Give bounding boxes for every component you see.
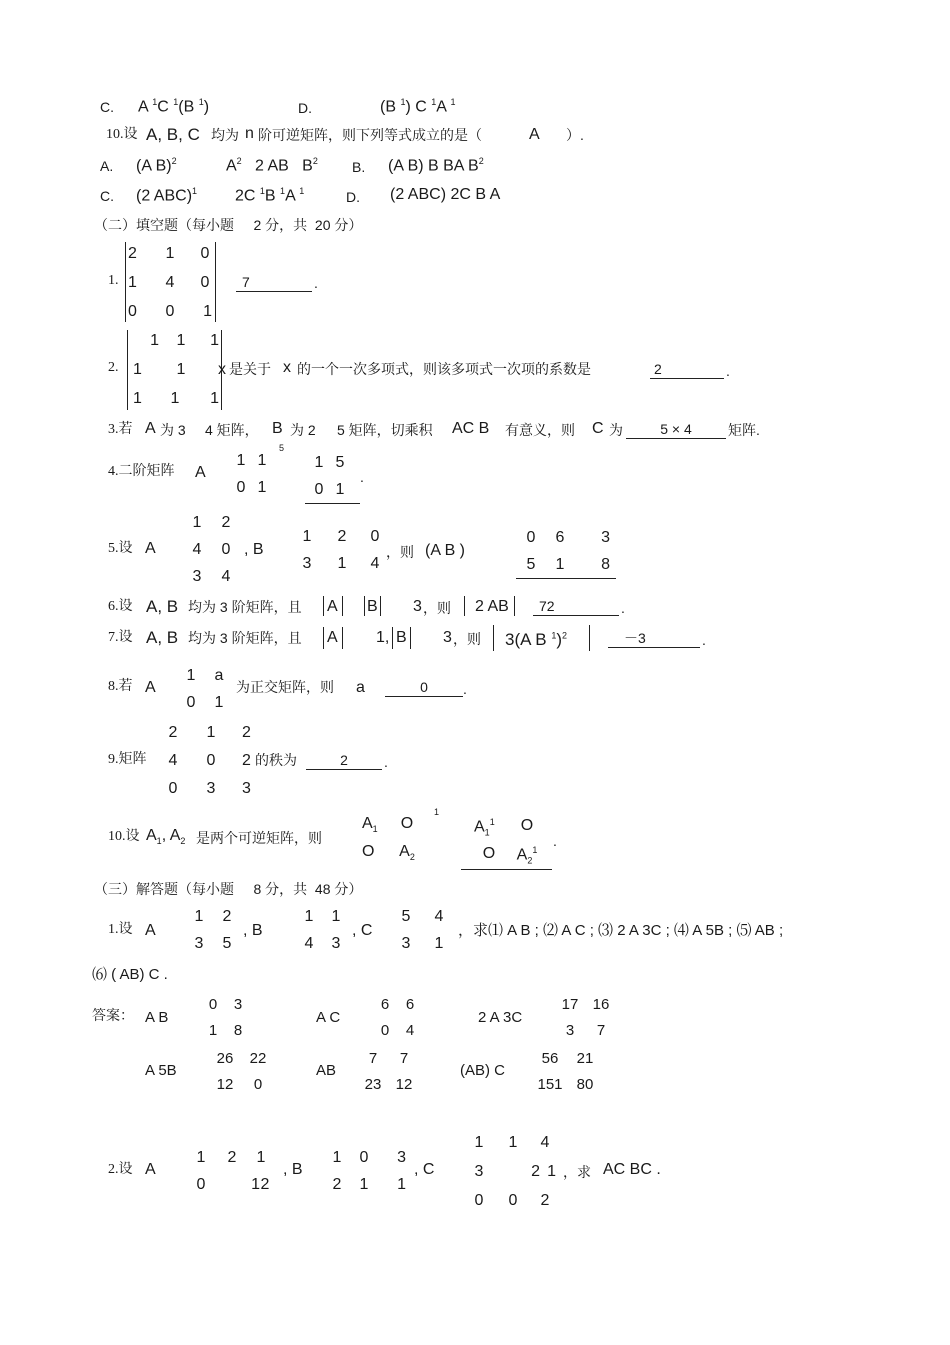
solve-2-matrix-a: 1 2 1 0 1 2 <box>196 1149 270 1193</box>
solve-2-a: A <box>145 1161 156 1178</box>
fill-6-text: 均为 3 阶矩阵，且 <box>188 599 302 615</box>
solve-2-matrix-b: 1 0 3 2 1 1 <box>332 1149 406 1193</box>
period: . <box>384 754 388 770</box>
q10-a-label: A. <box>100 158 114 174</box>
q10-a-expr: (A B)$^2$ <box>136 156 177 175</box>
fill-6-expr-b: B <box>367 598 378 615</box>
abs-bar <box>392 627 393 649</box>
q10-text2: 阶可逆矩阵，则下列等式成立的是（ <box>258 127 482 143</box>
period: . <box>726 363 730 379</box>
section3-title: （三）解答题（每小题 8 分，共 48 分） <box>94 881 363 897</box>
solve-2-matrix-c: 1 1 4 3 2 1 0 0 2 <box>474 1134 556 1209</box>
q10-c-label: C. <box>100 188 114 204</box>
fill-5-b: , B <box>244 541 264 558</box>
abs-bar <box>323 596 324 616</box>
fill-6-expr: A <box>327 598 338 615</box>
q10-answer: A <box>529 126 540 143</box>
solve-1-b: , B <box>243 922 263 939</box>
fill-7-b: B <box>396 629 407 646</box>
q10-prefix: 10.设 <box>106 127 138 142</box>
fill-3-b: B <box>272 420 283 437</box>
fill-1-answer: 7 <box>236 274 312 292</box>
q10-b-label: B. <box>352 159 366 175</box>
fill-7-answer: －3 <box>608 630 700 648</box>
fill-4-answer-matrix: 1 5 0 1 <box>314 454 345 498</box>
abs-bar <box>464 596 465 616</box>
fill-3-c: C <box>592 420 604 437</box>
solve-2-num: 2.设 <box>108 1162 133 1177</box>
solve-1-matrix-b: 1 1 4 3 <box>304 908 341 952</box>
fill-5-num: 5.设 <box>108 541 133 556</box>
q10-b-expr: (A B) B BA $B^2$ <box>388 156 484 175</box>
fill-6-answer: 72 <box>533 598 619 616</box>
solve-2-expr: AC BC . <box>603 1161 661 1178</box>
fill-8-num: 8.若 <box>108 679 133 694</box>
q10-d-label: D. <box>346 189 360 205</box>
solve-1-ans-1-matrix: 0 3 1 8 <box>208 996 243 1039</box>
option-d-label: D. <box>298 100 312 116</box>
fill-3-t1: 为 3 <box>160 422 186 438</box>
abs-bar <box>493 625 494 651</box>
fill-7-a: A <box>327 629 338 646</box>
fill-6-expr2: 2 AB <box>475 598 509 615</box>
fill-9-num: 9.矩阵 <box>108 752 147 767</box>
q10-d-expr: (2 ABC) 2C B A <box>390 186 501 203</box>
fill-5-a: A <box>145 540 156 557</box>
fill-2-var: x <box>283 359 291 376</box>
solve-1-num: 1.设 <box>108 922 133 937</box>
fill-3-t6: 为 <box>609 422 623 438</box>
fill-1-num: 1. <box>108 273 119 288</box>
fill-3-t2: 4 矩阵， <box>205 422 259 438</box>
abs-bar <box>364 596 365 616</box>
solve-1-answer-label: 答案： <box>92 1007 134 1023</box>
fill-8-matrix: 1 a 0 1 <box>186 667 224 711</box>
fill-2-answer: 2 <box>650 361 724 379</box>
fill-7-text2: ，则 <box>453 631 481 647</box>
fill-7-text: 均为 3 阶矩阵，且 <box>188 630 302 646</box>
solve-1-ans-2-label: A C <box>316 1009 341 1026</box>
fill-7-3: 3 <box>443 629 452 646</box>
q10-close: ）. <box>566 127 584 143</box>
fill-4-num: 4.二阶矩阵 <box>108 464 175 479</box>
solve-1-a: A <box>145 922 156 939</box>
fill-7-num: 7.设 <box>108 630 133 645</box>
q10-n: n <box>245 125 254 142</box>
fill-7-1: 1, <box>376 629 390 646</box>
solve-1-matrix-a: 1 2 3 5 <box>194 908 232 952</box>
option-d-expr: (B $^1$) C $^1$A $^1$ <box>380 97 456 116</box>
fill-5-text: ，则 <box>386 544 414 560</box>
option-c-expr: A $^1$C $^1$(B $^1$) <box>138 97 210 116</box>
fill-8-var: a <box>356 679 365 696</box>
fill-3-t3: 为 2 <box>290 422 316 438</box>
abs-bar <box>589 625 590 651</box>
solve-1-matrix-c: 5 4 3 1 <box>401 908 444 952</box>
solve-1-ask2: ⑹ ( AB) C . <box>92 966 168 983</box>
solve-2-ask: ，求 <box>563 1164 591 1180</box>
fill-10-answer-matrix: $A_1^1$ O O $A_2^1$ <box>474 817 538 866</box>
period: . <box>463 681 467 697</box>
solve-1-ans-4-matrix: 26 22 12 0 <box>216 1050 267 1093</box>
solve-1-ans-5-label: AB <box>316 1062 337 1079</box>
fill-5-answer-matrix: 0 6 3 5 1 8 <box>526 529 610 573</box>
answer-underline <box>516 578 616 579</box>
fill-8-text: 为正交矩阵，则 <box>236 679 334 695</box>
fill-3-answer: 5 × 4 <box>626 421 726 439</box>
fill-4-matrix: 1 1 0 1 <box>236 452 267 496</box>
answer-underline <box>305 503 360 504</box>
fill-3-t5: 有意义，则 <box>505 422 575 438</box>
option-c-label: C. <box>100 99 114 115</box>
solve-1-ans-3-label: 2 A 3C <box>478 1009 523 1026</box>
fill-2-matrix: 1 1 1 1 1 x 1 1 1 <box>133 332 226 407</box>
solve-2-c: , C <box>414 1161 435 1178</box>
det-left-bar <box>125 242 126 322</box>
abs-bar <box>514 596 515 616</box>
abs-bar <box>323 627 324 649</box>
solve-1-ask: ，求⑴ A B ; ⑵ A C ; ⑶ 2 A 3C ; ⑷ A 5B ; ⑸ AB ; <box>458 922 784 939</box>
q10-a-rhs: $A^2$ 2 AB $B^2$ <box>226 156 318 175</box>
fill-9-answer: 2 <box>306 752 382 770</box>
solve-2-b: , B <box>283 1161 303 1178</box>
fill-10-vars: $A_1$, $A_2$ <box>146 827 186 847</box>
answer-underline <box>461 869 552 870</box>
solve-1-ans-3-matrix: 17 16 3 7 <box>561 996 610 1039</box>
fill-8-a: A <box>145 679 156 696</box>
fill-2-num: 2. <box>108 360 119 375</box>
period: . <box>314 275 318 291</box>
fill-4-a: A <box>195 464 206 481</box>
period: . <box>360 469 364 485</box>
fill-9-matrix: 2 1 2 4 0 2 0 3 3 <box>168 724 251 797</box>
det-left-bar <box>127 330 128 410</box>
section2-title: （二）填空题（每小题 2 分，共 20 分） <box>94 217 363 233</box>
fill-7-expr2: 3(A B $^1$)$^2$ <box>505 630 568 649</box>
fill-3-a: A <box>145 420 156 437</box>
fill-8-answer: 0 <box>385 679 463 697</box>
fill-9-text: 的秩为 <box>255 752 297 768</box>
fill-5-expr: (A B ) <box>425 542 466 559</box>
solve-1-ans-6-label: (AB) C <box>460 1062 505 1079</box>
fill-10-sup: 1 <box>434 807 440 817</box>
solve-1-c: , C <box>352 922 373 939</box>
q10-vars: A, B, C <box>146 125 200 144</box>
fill-6-expr-3: 3 <box>413 598 422 615</box>
fill-6-num: 6.设 <box>108 599 133 614</box>
abs-bar <box>380 596 381 616</box>
q10-text: 均为 <box>211 127 239 143</box>
fill-3-expr: AC B <box>452 420 490 437</box>
fill-6-text2: ，则 <box>423 600 451 616</box>
solve-1-ans-2-matrix: 6 6 0 4 <box>380 996 415 1039</box>
fill-2-text2: 的一个一次多项式，则该多项式一次项的系数是 <box>297 361 591 377</box>
fill-4-sup: 5 <box>279 443 285 453</box>
fill-3-t4: 5 矩阵，切乘积 <box>337 422 433 438</box>
abs-bar <box>342 596 343 616</box>
period: . <box>702 632 706 648</box>
fill-1-matrix: 2 1 0 1 4 0 0 0 1 <box>128 245 212 320</box>
fill-10-text: 是两个可逆矩阵，则 <box>196 830 322 846</box>
q10-c-expr: (2 ABC)$^1$ <box>136 186 198 205</box>
period: . <box>621 600 625 616</box>
fill-6-vars: A, B <box>146 597 179 616</box>
fill-5-matrix-b: 1 2 0 3 1 4 <box>302 528 380 572</box>
det-right-bar <box>215 242 216 322</box>
abs-bar <box>410 627 411 649</box>
solve-1-ans-5-matrix: 7 7 23 12 <box>364 1050 413 1093</box>
fill-3-t7: 矩阵. <box>728 422 760 438</box>
solve-1-ans-1-label: A B <box>145 1009 169 1026</box>
period: . <box>553 833 557 849</box>
fill-3-num: 3.若 <box>108 422 133 437</box>
fill-2-text: 是关于 <box>229 361 271 377</box>
fill-10-num: 10.设 <box>108 829 140 844</box>
solve-1-ans-4-label: A 5B <box>145 1062 177 1079</box>
solve-1-ans-6-matrix: 56 21 151 80 <box>537 1050 594 1093</box>
abs-bar <box>342 627 343 649</box>
fill-10-matrix: $A_1$ O O $A_2$ <box>362 815 415 863</box>
fill-7-vars: A, B <box>146 628 179 647</box>
fill-5-matrix-a: 1 2 4 0 3 4 <box>192 514 231 585</box>
q10-c-rhs: 2C $^1$B $^1$A $^1$ <box>235 186 305 205</box>
